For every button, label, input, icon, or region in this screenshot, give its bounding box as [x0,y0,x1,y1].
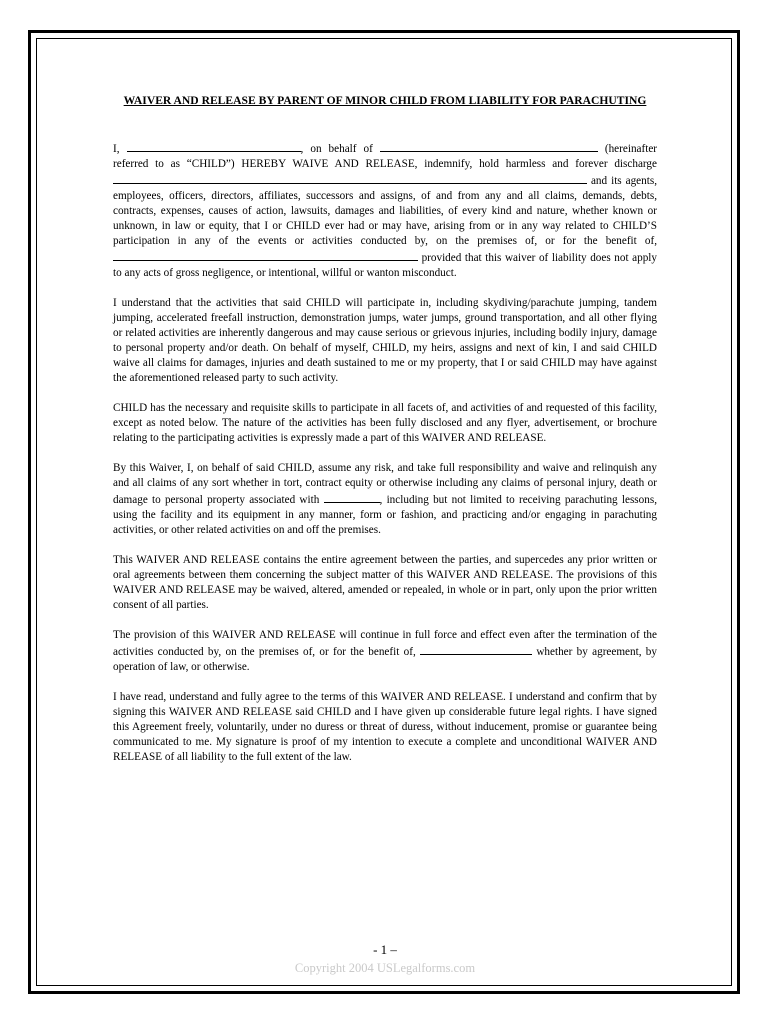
paragraph-skills: CHILD has the necessary and requisite skills to participate in all facets of, and activities of and requested of this facility, except as noted below. The nature of the activities has been fully disclosed and any flyer, advertisement, or brochure relating to the participating activities is expressly made a part of this WAIVER AND RELEASE. [113,402,657,444]
text-segment: By this Waiver, I, on behalf of said CHILD, assume any risk, and take full responsibility and waive and relinquish any and all claims of any sort whether in tort, contract equity or otherwise including any claims of personal injury, death or damage to personal property associated with [113,462,657,506]
text-segment: , including but not limited to receiving parachuting lessons, using the facility and its equipment in any manner, form or fashion, and practicing and/or engaging in parachuting activities, or other related activities on and off the premises. [113,494,657,536]
page-number: - 1 – [373,942,397,957]
text-segment: whether by agreement, by operation of law, or otherwise. [113,646,657,673]
paragraph-release [113,140,657,281]
paragraph-survival [113,628,657,675]
text-segment: , on behalf of [300,143,373,155]
child-name-blank[interactable] [380,140,598,152]
benefit-party-blank[interactable] [113,249,418,261]
parent-name-blank[interactable] [127,140,301,152]
text-segment: I, [113,143,120,155]
copyright-notice: Copyright 2004 USLegalforms.com [294,961,476,975]
text-segment: and its agents, employees, officers, directors, affiliates, successors and assigns, of and from any and all claims, demands, debts, contracts, expenses, causes of action, lawsuits, damages and liabilities, of every kind and nature, whether known or unknown, in law or equity, that I or CHILD ever had or may have, arising from or in any way related to CHILD’S participation in any of the events or activities conducted by, on the premises of, or for the benefit of, [113,175,657,247]
associated-entity-blank[interactable] [324,491,380,503]
text-segment: (hereinafter referred to as “CHILD”) HEREBY WAIVE AND RELEASE, indemnify, hold harmless and forever discharge [113,143,658,170]
text-segment: provided that this waiver of liability does not apply to any acts of gross negligence, or intentional, willful or wanton misconduct. [113,252,657,279]
benefit-party-blank-2[interactable] [420,643,532,655]
document-title: WAIVER AND RELEASE BY PARENT OF MINOR CHILD FROM LIABILITY FOR PARACHUTING [123,94,647,107]
paragraph-understanding: I understand that the activities that said CHILD will participate in, including skydiving/parachute jumping, tandem jumping, accelerated freefall instruction, demonstration jumps, water jumps, ground transportation, and all other flying or related activities are inherently dangerous and may cause serious or grievous injuries, including bodily injury, damage to personal property and/or death. On behalf of myself, CHILD, my heirs, assigns and next of kin, I and said CHILD waive all claims for damages, injuries and death sustained to me or my property, that I or said CHILD may have against the aforementioned released party to such activity. [113,297,657,384]
paragraph-entire-agreement: This WAIVER AND RELEASE contains the entire agreement between the parties, and supercedes any prior written or oral agreements between them concerning the subject matter of this WAIVER AND RELEASE. The provisions of this WAIVER AND RELEASE may be waived, altered, amended or repealed, in whole or in part, only upon the prior written consent of all parties. [113,554,657,611]
text-segment: The provision of this WAIVER AND RELEASE will continue in full force and effect even after the termination of the activities conducted by, on the premises of, or for the benefit of, [113,629,657,658]
released-party-blank[interactable] [113,172,587,184]
document-body [113,94,657,780]
paragraph-acknowledgement: I have read, understand and fully agree to the terms of this WAIVER AND RELEASE. I understand and confirm that by signing this WAIVER AND RELEASE said CHILD and I have given up considerable future legal rights. I have signed this Agreement freely, voluntarily, under no duress or threat of duress, without inducement, promise or guarantee being communicated to me. My signature is proof of my intention to execute a complete and unconditional WAIVER AND RELEASE of all liability to the full extent of the law. [113,691,657,763]
paragraph-assumption-of-risk [113,461,657,538]
